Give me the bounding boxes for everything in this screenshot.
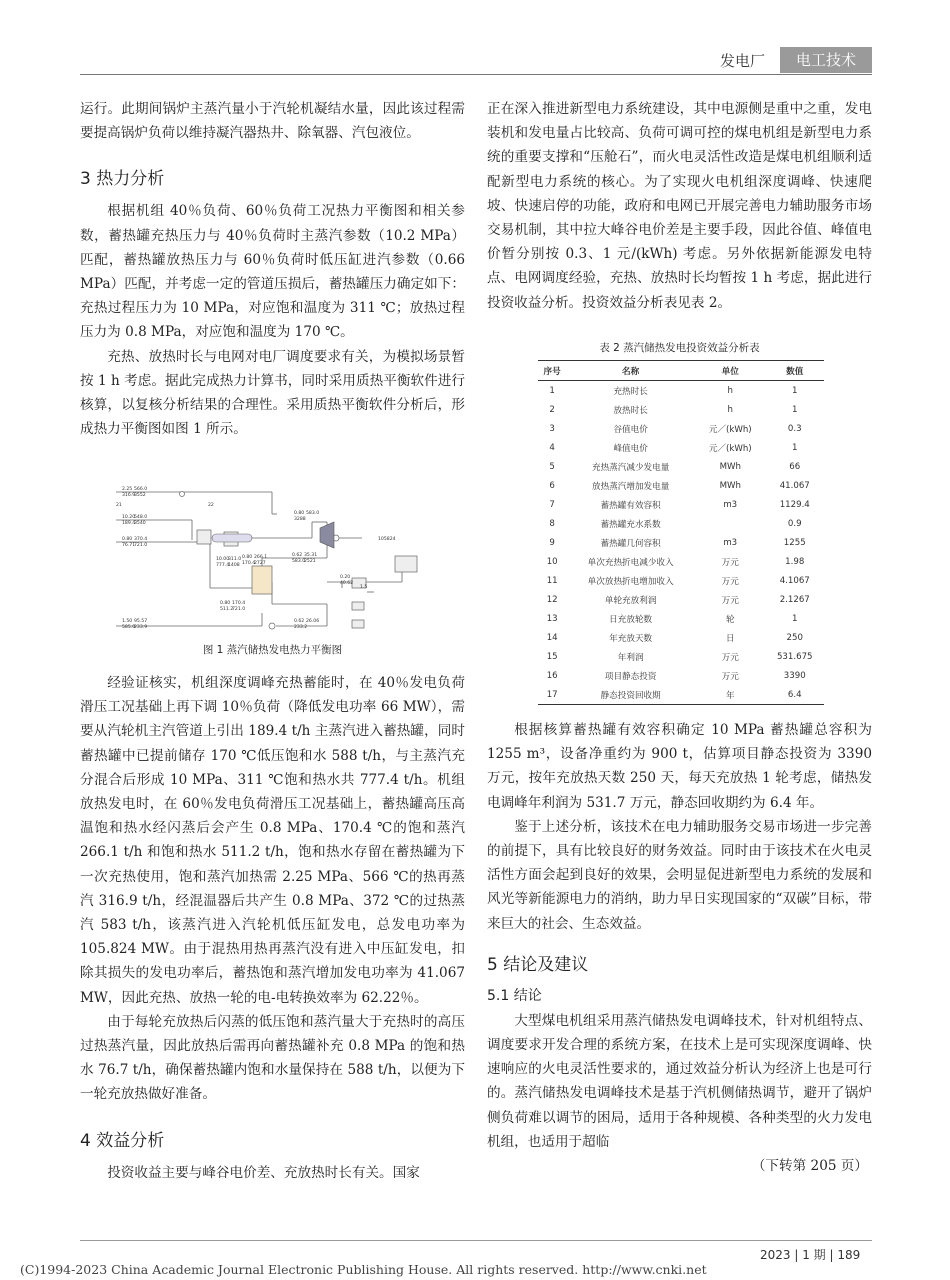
issue-page: 2023 | 1 期 | 189 xyxy=(760,1248,861,1262)
diagram-label: 566.0 xyxy=(134,487,148,492)
paragraph: 由于每轮充放热后闪蒸的低压饱和蒸汽量大于充热时的高压过热蒸汽量，因此放热后需再向蓄热罐补充 0.8 MPa 的饱和热水 76.7 t/h，确保蓄热罐内饱和水量保持在 588 t/h，以便为下一轮充放热做好准备。 xyxy=(80,1013,465,1103)
table-cell: 16 xyxy=(546,670,558,681)
table-cell: 2 xyxy=(549,404,555,415)
diagram-label: 511.2 xyxy=(220,607,234,612)
diagram-label: 233.2 xyxy=(294,625,308,630)
table-row xyxy=(538,609,824,628)
table-cell: 蓄热罐几何容积 xyxy=(600,538,661,549)
table-cell: h xyxy=(727,404,733,415)
table-cell: 年充放天数 xyxy=(609,633,653,644)
table-cell: 4.1067 xyxy=(779,575,810,586)
table-cell: 放热蒸汽增加发电量 xyxy=(591,481,670,492)
continued-note: （下转第 205 页） xyxy=(751,1158,868,1175)
diagram-label: 10.20 xyxy=(122,515,136,520)
investment-table xyxy=(538,360,824,705)
table-row xyxy=(538,628,824,647)
diagram-label: 316.9 xyxy=(122,493,136,498)
paragraph: 大型煤电机组采用蒸汽储热发电调峰技术，针对机组特点、调度要求开发合理的系统方案，在技术上是可实现深度调峰、快速响应的火电灵活性要求的，通过效益分析认为经济上也是可行的。蒸汽储热发电调峰技术是基于汽机侧储热调节，避开了锅炉侧负荷难以调节的困局，适用于各种规模、各种类型的火力发电机组，也适用于超临 xyxy=(487,1012,872,1150)
table-row xyxy=(538,685,824,705)
table-cell: 531.675 xyxy=(776,651,813,662)
table-cell: 5 xyxy=(549,461,555,472)
table-cell: 充热时长 xyxy=(613,386,648,397)
paragraph: 经验证核实，机组深度调峰充热蓄能时，在 40％发电负荷滑压工况基础上再下调 10％负荷（降低发电功率 66 MW），需要从汽轮机主汽管道上引出 189.4 t/h 主蒸汽进入蓄热罐，同时蓄热罐中已提前储存 170 ℃低压饱和水 588 t/h，与主蒸汽充分混合后形成 10 MPa、311 ℃饱和热水共 777.4 t/h。机组放热发电时，在 60％发电负荷滑压工况基础上，蓄热罐高压高温饱和热水经闪蒸后会产生 0.8 MPa、170.4 ℃的饱和蒸汽 266.1 t/h 和饱和热水 511.2 t/h，饱和热水存留在蓄热罐为下一次充热使用，饱和蒸汽加热需 2.25 MPa、566 ℃的热再蒸汽 316.9 t/h，经混温器后共产生 0.8 MPa、372 ℃的过热蒸汽 583 t/h，该蒸汽进入汽轮机低压缸发电，总发电功率为 105.824 MW。由于混热用热再蒸汽没有进入中压缸发电，扣除其损失的发电功率后，蓄热饱和蒸汽增加发电功率为 41.067 MW，因此充热、放热一轮的电-电转换效率为 62.22％。 xyxy=(80,675,465,1006)
table-cell: 1129.4 xyxy=(779,499,810,510)
right-column-top xyxy=(487,97,872,315)
table-row xyxy=(538,552,824,571)
diagram-label: 2.25 xyxy=(122,487,133,492)
table-cell: 万元 xyxy=(721,595,739,606)
table-row xyxy=(538,514,824,533)
table-cell: 6 xyxy=(549,480,555,491)
diagram-label: 721.0 xyxy=(232,607,246,612)
table-cell: MWh xyxy=(719,461,741,472)
table-cell: 15 xyxy=(546,651,558,662)
table-cell: 放热时长 xyxy=(613,405,648,416)
paragraph: 根据核算蓄热罐有效容积确定 10 MPa 蓄热罐总容积为 1255 m³，设备净重约为 900 t，估算项目静态投资为 3390 万元，按年充放热天数 250 天，每天充放热 1 轮考虑，储热发电调峰年利润为 531.7 万元，静态回收期约为 6.4 年。 xyxy=(487,722,872,811)
table-row xyxy=(538,381,824,401)
paragraph: 投资收益主要与峰谷电价差、充放热时长有关。国家 xyxy=(107,1164,420,1181)
section-heading-5: 5 结论及建议 xyxy=(487,954,589,975)
table-cell: 3390 xyxy=(783,670,806,681)
table-cell: 单轮充放利润 xyxy=(604,595,657,606)
diagram-label: 266.1 xyxy=(254,555,268,560)
figure-caption: 图 1 蒸汽储热发电热力平衡图 xyxy=(202,644,343,656)
table-cell: 10 xyxy=(546,556,558,567)
table-row xyxy=(538,666,824,685)
table-cell: 年利润 xyxy=(617,652,644,663)
table-cell: h xyxy=(727,385,733,396)
table-header: 序号 xyxy=(543,366,561,377)
table-cell: 万元 xyxy=(721,652,739,663)
table-cell: 3 xyxy=(549,423,555,434)
table-cell: 元／(kWh) xyxy=(708,424,752,435)
table-cell: 万元 xyxy=(721,671,739,682)
table-cell: 6.4 xyxy=(787,689,802,700)
table-cell: 2.1267 xyxy=(779,594,810,605)
drum-icon xyxy=(212,534,252,542)
table-cell: 年 xyxy=(725,690,735,701)
table-cell: 13 xyxy=(546,613,558,624)
left-column-top xyxy=(80,97,465,441)
table-cell: m3 xyxy=(723,499,738,510)
copyright-line: (C)1994-2023 China Academic Journal Electronic Publishing House. All rights reserved. http://www.cnki.net xyxy=(20,1262,707,1277)
table-cell: 日 xyxy=(725,633,735,644)
table-cell: 峰值电价 xyxy=(613,443,648,454)
diagram-label: 10.00 xyxy=(216,557,230,562)
subsection-heading-5-1: 5.1 结论 xyxy=(487,987,542,1004)
table-cell: 单次充热折电减少收入 xyxy=(587,557,674,568)
table-row xyxy=(538,457,824,476)
diagram-label: 0.80 xyxy=(242,555,253,560)
table-cell: 1 xyxy=(792,442,798,453)
table-cell: 单次放热折电增加收入 xyxy=(587,576,674,587)
table-cell: 0.9 xyxy=(787,518,802,529)
paragraph: 鉴于上述分析，该技术在电力辅助服务交易市场进一步完善的前提下，具有比较良好的财务效益。同时由于该技术在火电灵活性方面会起到良好的效果，会明显促进新型电力系统的发展和风光等新能源电力的消纳，助力早日实现国家的“双碳”目标，带来巨大的社会、生态效益。 xyxy=(487,818,872,932)
table-cell: 蓄热罐有效容积 xyxy=(600,500,661,511)
section-heading-3: 3 热力分析 xyxy=(80,169,165,190)
diagram-label: 21 xyxy=(116,503,122,508)
table-header: 名称 xyxy=(622,366,640,377)
table-cell: 14 xyxy=(546,632,558,643)
diagram-label: 1.5 xyxy=(360,585,368,590)
table-cell: 轮 xyxy=(725,614,735,625)
diagram-label: 311.0 xyxy=(228,557,242,562)
table-cell: 1255 xyxy=(783,537,806,548)
diagram-label: 35.31 xyxy=(304,553,318,558)
table-row xyxy=(538,571,824,590)
table-cell: 充热蒸汽减少发电量 xyxy=(591,462,670,473)
diagram-label: 170.4 xyxy=(242,561,256,566)
table-cell: 9 xyxy=(549,537,555,548)
table-cell: 41.067 xyxy=(779,480,810,491)
diagram-label: 583.0 xyxy=(306,511,320,516)
diagram-label: 721.0 xyxy=(134,543,148,548)
table-row xyxy=(538,647,824,666)
diagram-label: 233.9 xyxy=(134,625,148,630)
table-cell: 250 xyxy=(786,632,803,643)
table-cell: 1 xyxy=(792,613,798,624)
table-cell: 日充放轮数 xyxy=(609,614,653,625)
paragraph: 运行。此期间锅炉主蒸汽量小于汽轮机凝结水量，因此该过程需要提高锅炉负荷以维持凝汽器热井、除氧器、汽包液位。 xyxy=(80,101,465,142)
diagram-label: 76.71 xyxy=(122,543,136,548)
diagram-label: 3552 xyxy=(134,493,146,498)
table-cell xyxy=(695,514,765,533)
table-cell: 7 xyxy=(549,499,555,510)
diagram-label: 0.20 xyxy=(340,575,351,580)
paragraph: 充热、放热时长与电网对电厂调度要求有关，为模拟场景暂按 1 h 考虑。据此完成热力计算书，同时采用质热平衡软件进行核算，以复核分析结果的合理性。采用质热平衡软件分析后，形成热力平衡图如图 1 所示。 xyxy=(80,348,465,438)
paragraph: 正在深入推进新型电力系统建设，其中电源侧是重中之重，发电装机和发电量占比较高、负荷可调可控的煤电机组是新型电力系统的重要支撑和“压舱石”，而火电灵活性改造是煤电机组顺利适配新型电力系统的核心。为了实现火电机组深度调峰、快速爬坡、快速启停的功能，政府和电网已开展完善电力辅助服务市场交易机制，其中拉大峰谷电价差是主要手段，因此谷值、峰值电价暂分别按 0.3、1 元/(kWh) 考虑。另外依据新能源发电特点、电网调度经验，充热、放热时长均暂按 1 h 考虑，据此进行投资收益分析。投资效益分析表见表 2。 xyxy=(487,101,872,311)
diagram-label: 0.80 xyxy=(220,601,231,606)
table-cell: 17 xyxy=(546,689,558,700)
diagram-label: 1408 xyxy=(228,563,240,568)
table-cell: 11 xyxy=(546,575,558,586)
table-cell: m3 xyxy=(723,537,738,548)
table-cell: 0.3 xyxy=(787,423,802,434)
diagram-label: 40.62 xyxy=(340,581,354,586)
table-cell: 12 xyxy=(546,594,558,605)
table-cell: 1 xyxy=(549,385,555,396)
diagram-label: 189.4 xyxy=(122,521,136,526)
table-row xyxy=(538,590,824,609)
diagram-label: 583.0 xyxy=(292,559,306,564)
diagram-label: 777.4 xyxy=(216,563,230,568)
table-row xyxy=(538,419,824,438)
right-column-bottom xyxy=(487,718,872,1178)
table-header: 单位 xyxy=(721,366,739,377)
diagram-label: 0.62 xyxy=(292,553,303,558)
table-caption: 表 2 蒸汽储热发电投资效益分析表 xyxy=(599,342,760,354)
journal-name: 发电厂 xyxy=(720,52,766,70)
table-cell: 元／(kWh) xyxy=(708,443,752,454)
section-heading-4: 4 效益分析 xyxy=(80,1130,165,1151)
diagram-label: 2727 xyxy=(254,561,266,566)
paragraph: 根据机组 40％负荷、60％负荷工况热力平衡图和相关参数，蓄热罐充热压力与 40％负荷时主蒸汽参数（10.2 MPa）匹配，蓄热罐放热压力与 60％负荷时低压缸进汽参数（0.66 MPa）匹配，并考虑一定的管道压损后，蓄热罐压力确定如下：充热过程压力为 10 MPa，对应饱和温度为 311 ℃；放热过程压力为 0.8 MPa，对应饱和温度为 170 ℃。 xyxy=(80,203,465,341)
table-row xyxy=(538,533,824,552)
column-badge: 电工技术 xyxy=(780,47,872,73)
diagram-label: 370.4 xyxy=(134,537,148,542)
table-cell: 蓄热罐充水系数 xyxy=(600,519,661,530)
table-cell: 万元 xyxy=(721,557,739,568)
diagram-label: 2521 xyxy=(304,559,316,564)
diagram-label: 22 xyxy=(208,503,214,508)
diagram-label: 1.50 xyxy=(122,619,133,624)
table-row xyxy=(538,438,824,457)
diagram-label: 105824 xyxy=(378,537,396,542)
diagram-label: 3540 xyxy=(134,521,146,526)
diagram-label: 95.57 xyxy=(134,619,148,624)
diagram-svg xyxy=(112,478,432,638)
table-cell: MWh xyxy=(719,480,741,491)
diagram-label: 548.0 xyxy=(134,515,148,520)
table-cell: 静态投资回收期 xyxy=(600,690,661,701)
diagram-label: 170.4 xyxy=(232,601,246,606)
table-cell: 1.98 xyxy=(785,556,805,567)
table-cell: 66 xyxy=(789,461,801,472)
heat-balance-diagram xyxy=(112,478,432,638)
table-row xyxy=(538,400,824,419)
table-cell: 1 xyxy=(792,385,798,396)
table-cell: 谷值电价 xyxy=(613,424,648,435)
diagram-label: 26.06 xyxy=(306,619,320,624)
table-cell: 4 xyxy=(549,442,555,453)
diagram-label: 0.80 xyxy=(294,511,305,516)
turbine-icon xyxy=(320,522,334,548)
diagram-label: 0.62 xyxy=(294,619,305,624)
table-row xyxy=(538,476,824,495)
table-cell: 万元 xyxy=(721,576,739,587)
table-cell: 8 xyxy=(549,518,555,529)
table-row xyxy=(538,495,824,514)
header-rule xyxy=(80,74,872,75)
diagram-label: 585.0 xyxy=(122,625,136,630)
diagram-label: 3288 xyxy=(294,517,306,522)
left-column-bottom xyxy=(80,671,465,1185)
table-header: 数值 xyxy=(786,366,804,377)
table-cell: 项目静态投资 xyxy=(604,671,657,682)
diagram-label: 0.80 xyxy=(122,537,133,542)
table-cell: 1 xyxy=(792,404,798,415)
footer-rule xyxy=(80,1240,872,1241)
